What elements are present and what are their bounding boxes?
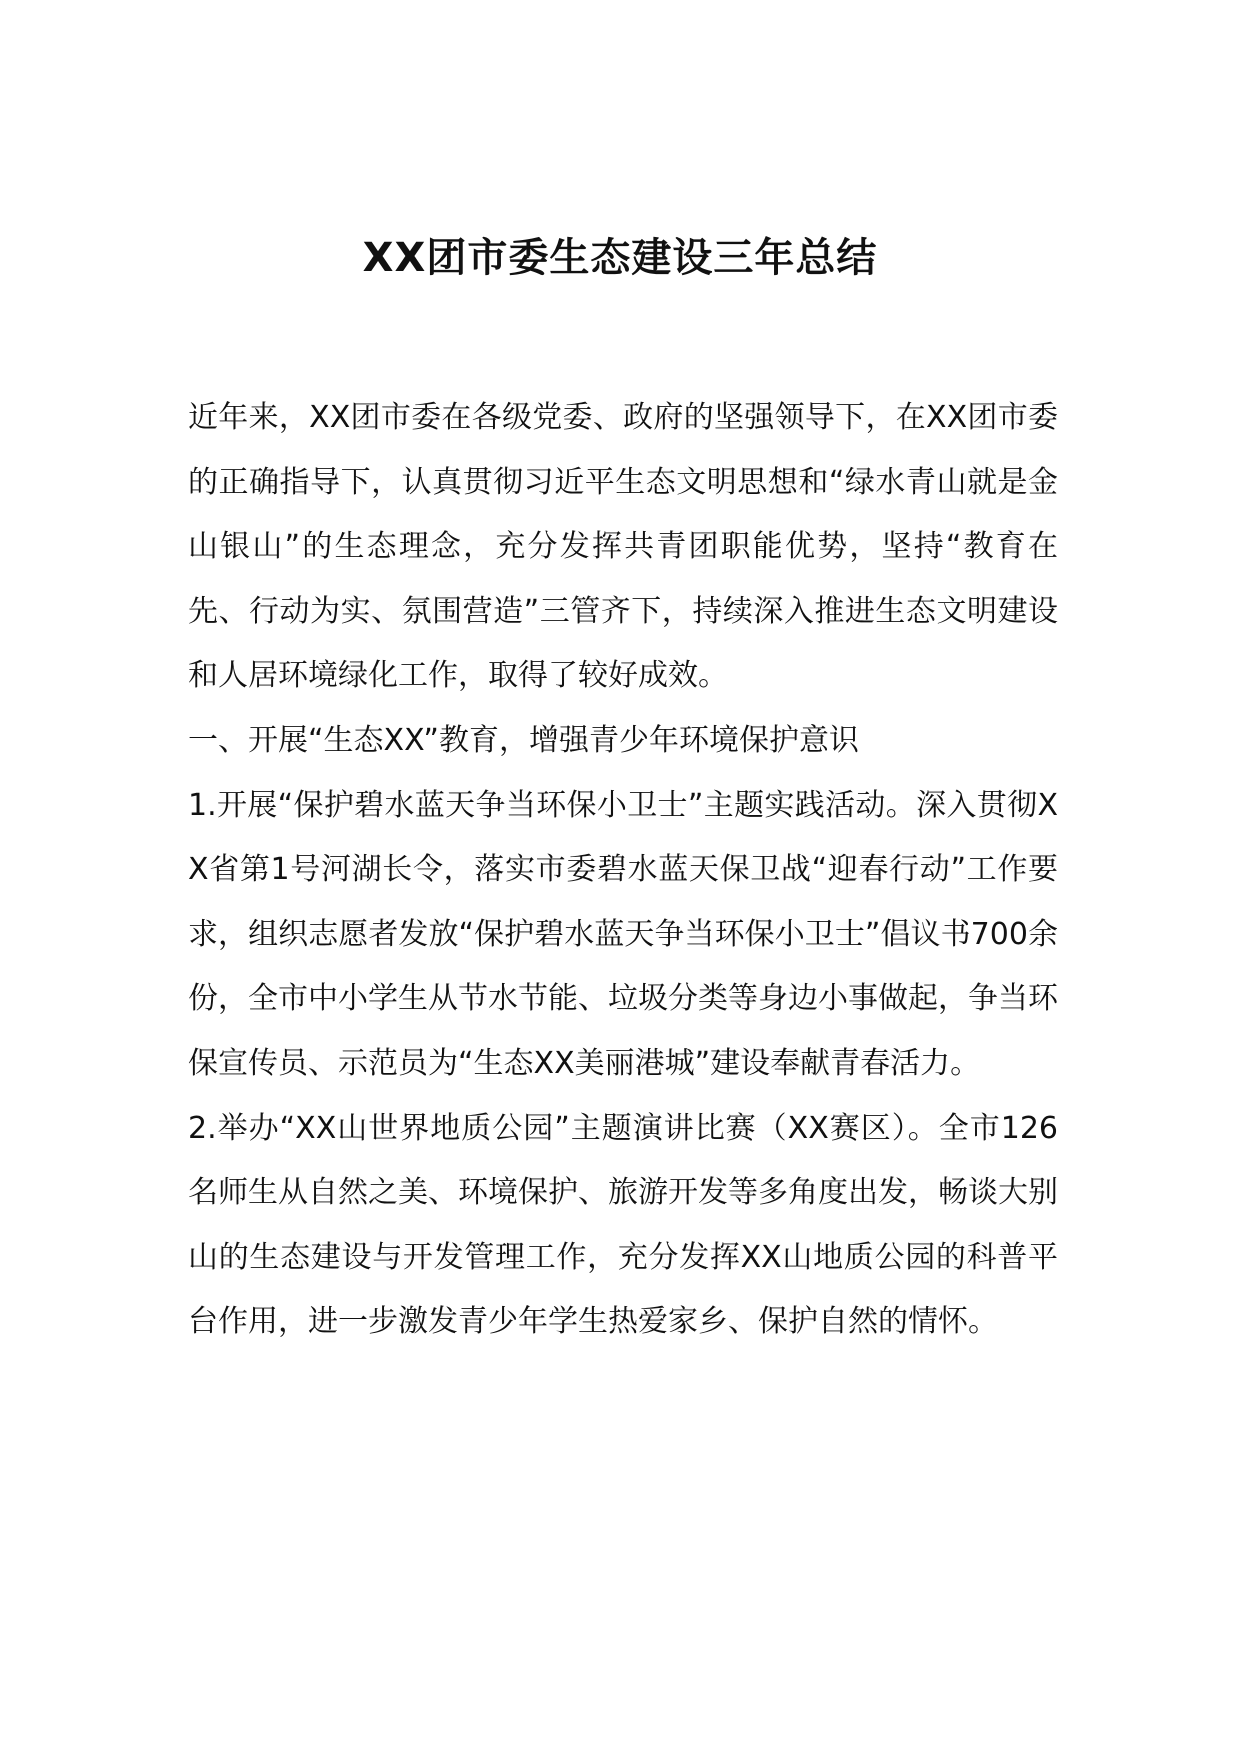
item-paragraph-2: 2.举办“XX山世界地质公园”主题演讲比赛（XX赛区）。全市126名师生从自然之美、环境保护、旅游开发等多角度出发，畅谈大别山的生态建设与开发管理工作，充分发挥XX山地质公园的科普平台作用，进一步激发青少年学生热爱家乡、保护自然的情怀。 <box>188 1110 1058 1340</box>
section-heading-1: 一、开展“生态XX”教育，增强青少年环境保护意识 <box>188 722 859 758</box>
document-body <box>188 386 1058 1355</box>
item-paragraph-1: 1.开展“保护碧水蓝天争当环保小卫士”主题实践活动。深入贯彻XX省第1号河湖长令，落实市委碧水蓝天保卫战“迎春行动”工作要求，组织志愿者发放“保护碧水蓝天争当环保小卫士”倡议书700余份，全市中小学生从节水节能、垃圾分类等身边小事做起，争当环保宣传员、示范员为“生态XX美丽港城”建设奉献青春活力。 <box>188 787 1058 1081</box>
document-title: XX团市委生态建设三年总结 <box>362 234 878 281</box>
intro-paragraph: 近年来，XX团市委在各级党委、政府的坚强领导下，在XX团市委的正确指导下，认真贯彻习近平生态文明思想和“绿水青山就是金山银山”的生态理念，充分发挥共青团职能优势，坚持“教育在先、行动为实、氛围营造”三管齐下，持续深入推进生态文明建设和人居环境绿化工作，取得了较好成效。 <box>188 400 1058 694</box>
